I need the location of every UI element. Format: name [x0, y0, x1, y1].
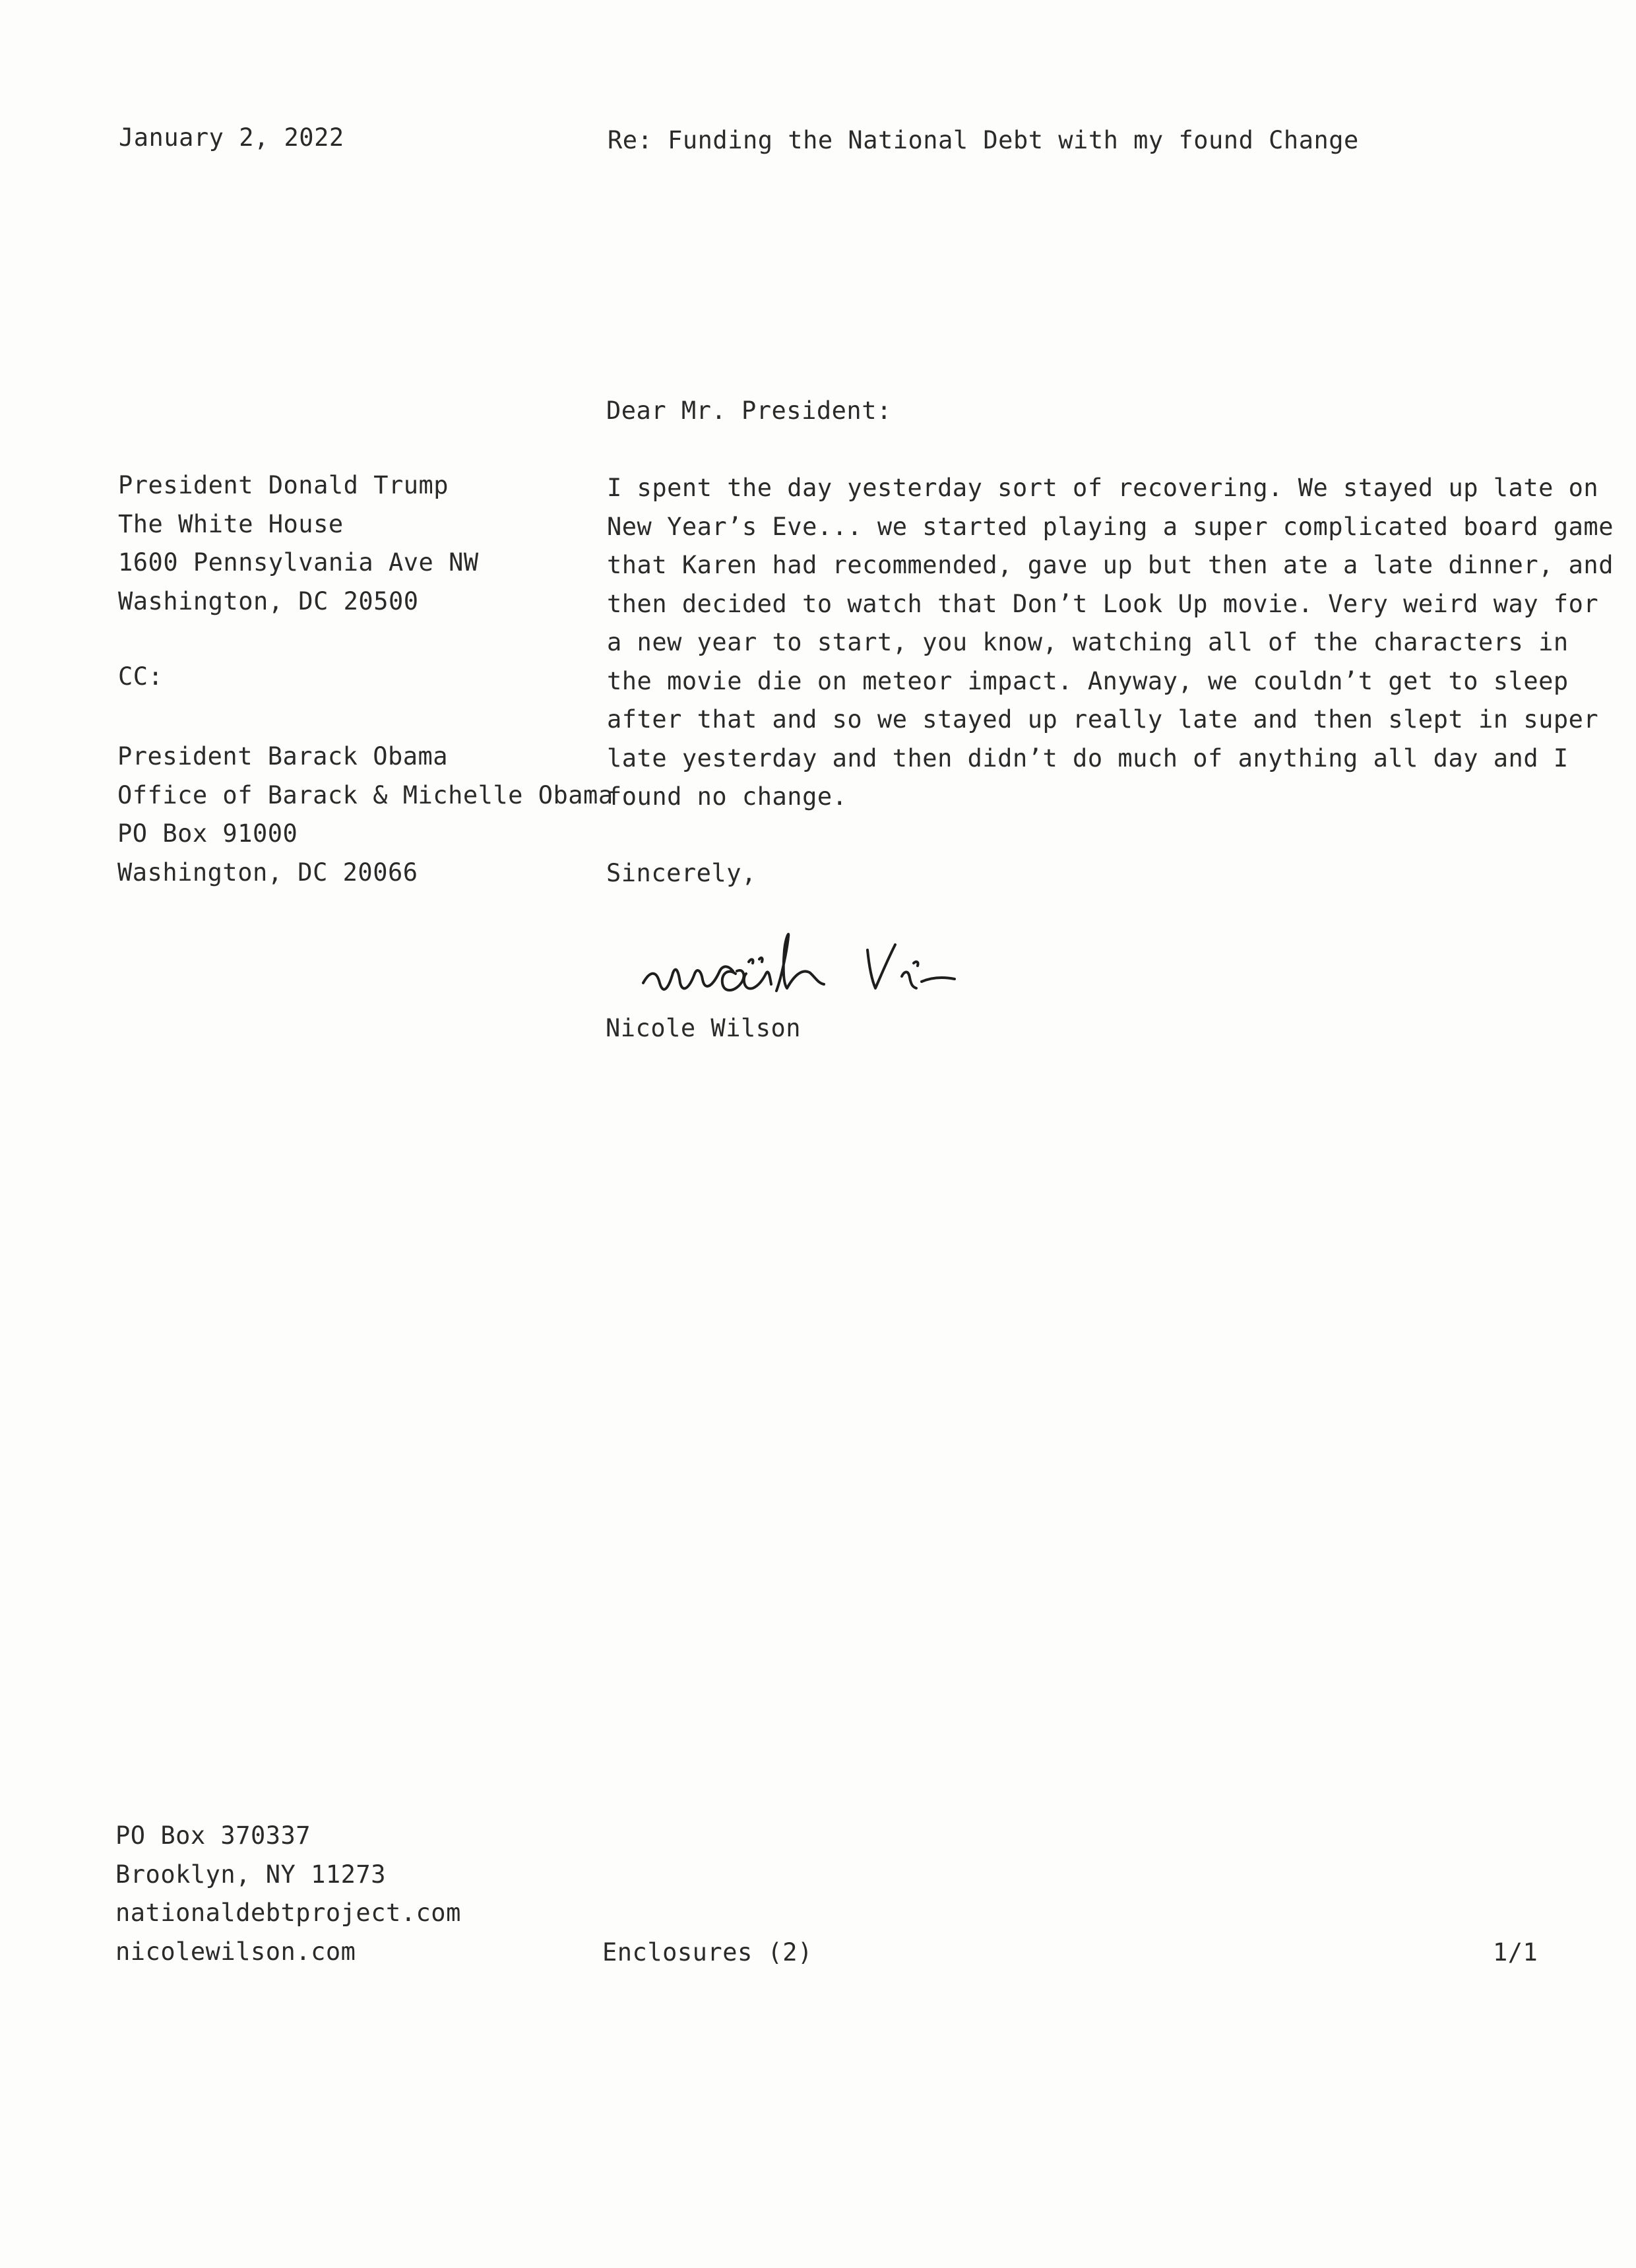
- body-line: New Year’s Eve... we started playing a super complicated board game: [607, 512, 1614, 541]
- signature-stroke: [776, 934, 824, 991]
- letter-subject: Re: Funding the National Debt with my found Change: [608, 126, 1359, 154]
- body-line: a new year to start, you know, watching all of the characters in: [607, 628, 1569, 656]
- signature-stroke: [867, 945, 895, 988]
- signature-drawing: [637, 910, 980, 1009]
- recipient-organization: The White House: [118, 509, 344, 538]
- cc-name: President Barack Obama: [117, 742, 449, 771]
- cc-label: CC:: [118, 662, 164, 691]
- enclosures-note: Enclosures (2): [602, 1938, 813, 1967]
- signature-stroke: [902, 972, 916, 989]
- signer-name: Nicole Wilson: [606, 1014, 802, 1042]
- cc-city: Washington, DC 20066: [117, 858, 418, 887]
- body-line: found no change.: [607, 782, 848, 811]
- cc-po-box: PO Box 91000: [117, 819, 298, 848]
- recipient-name: President Donald Trump: [118, 471, 449, 499]
- signature-stroke: [759, 958, 763, 962]
- sender-website: nicolewilson.com: [115, 1937, 356, 1966]
- signature-stroke: [744, 972, 771, 988]
- cc-organization: Office of Barack & Michelle Obama: [117, 780, 614, 809]
- body-line: after that and so we stayed up really late and then slept in super: [607, 705, 1599, 734]
- sender-city: Brooklyn, NY 11273: [115, 1860, 386, 1889]
- signature-stroke: [922, 978, 955, 982]
- body-line: that Karen had recommended, gave up but then ate a late dinner, and: [607, 551, 1614, 579]
- body-line: late yesterday and then didn’t do much of anything all day and I: [607, 743, 1569, 772]
- salutation: Dear Mr. President:: [606, 396, 892, 425]
- body-line: then decided to watch that Don’t Look Up movie. Very weird way for: [607, 589, 1599, 618]
- body-line: I spent the day yesterday sort of recovering. We stayed up late on: [607, 474, 1599, 502]
- letter-body: [607, 469, 1614, 817]
- sender-address: [115, 1817, 461, 1971]
- recipient-address: [118, 466, 479, 621]
- recipient-street: 1600 Pennsylvania Ave NW: [118, 548, 479, 577]
- sender-website: nationaldebtproject.com: [115, 1899, 461, 1927]
- closing: Sincerely,: [606, 859, 757, 887]
- signature-stroke: [749, 959, 753, 963]
- letter-date: January 2, 2022: [119, 123, 344, 152]
- body-line: the movie die on meteor impact. Anyway, we couldn’t get to sleep: [607, 666, 1569, 695]
- recipient-city: Washington, DC 20500: [118, 586, 419, 615]
- sender-po-box: PO Box 370337: [115, 1821, 311, 1850]
- handwritten-signature: [637, 910, 980, 1009]
- signature-stroke: [643, 966, 733, 990]
- cc-address: [117, 738, 614, 892]
- signature-stroke: [722, 970, 744, 990]
- signature-stroke: [914, 962, 918, 966]
- page-number: 1/1: [1493, 1938, 1538, 1967]
